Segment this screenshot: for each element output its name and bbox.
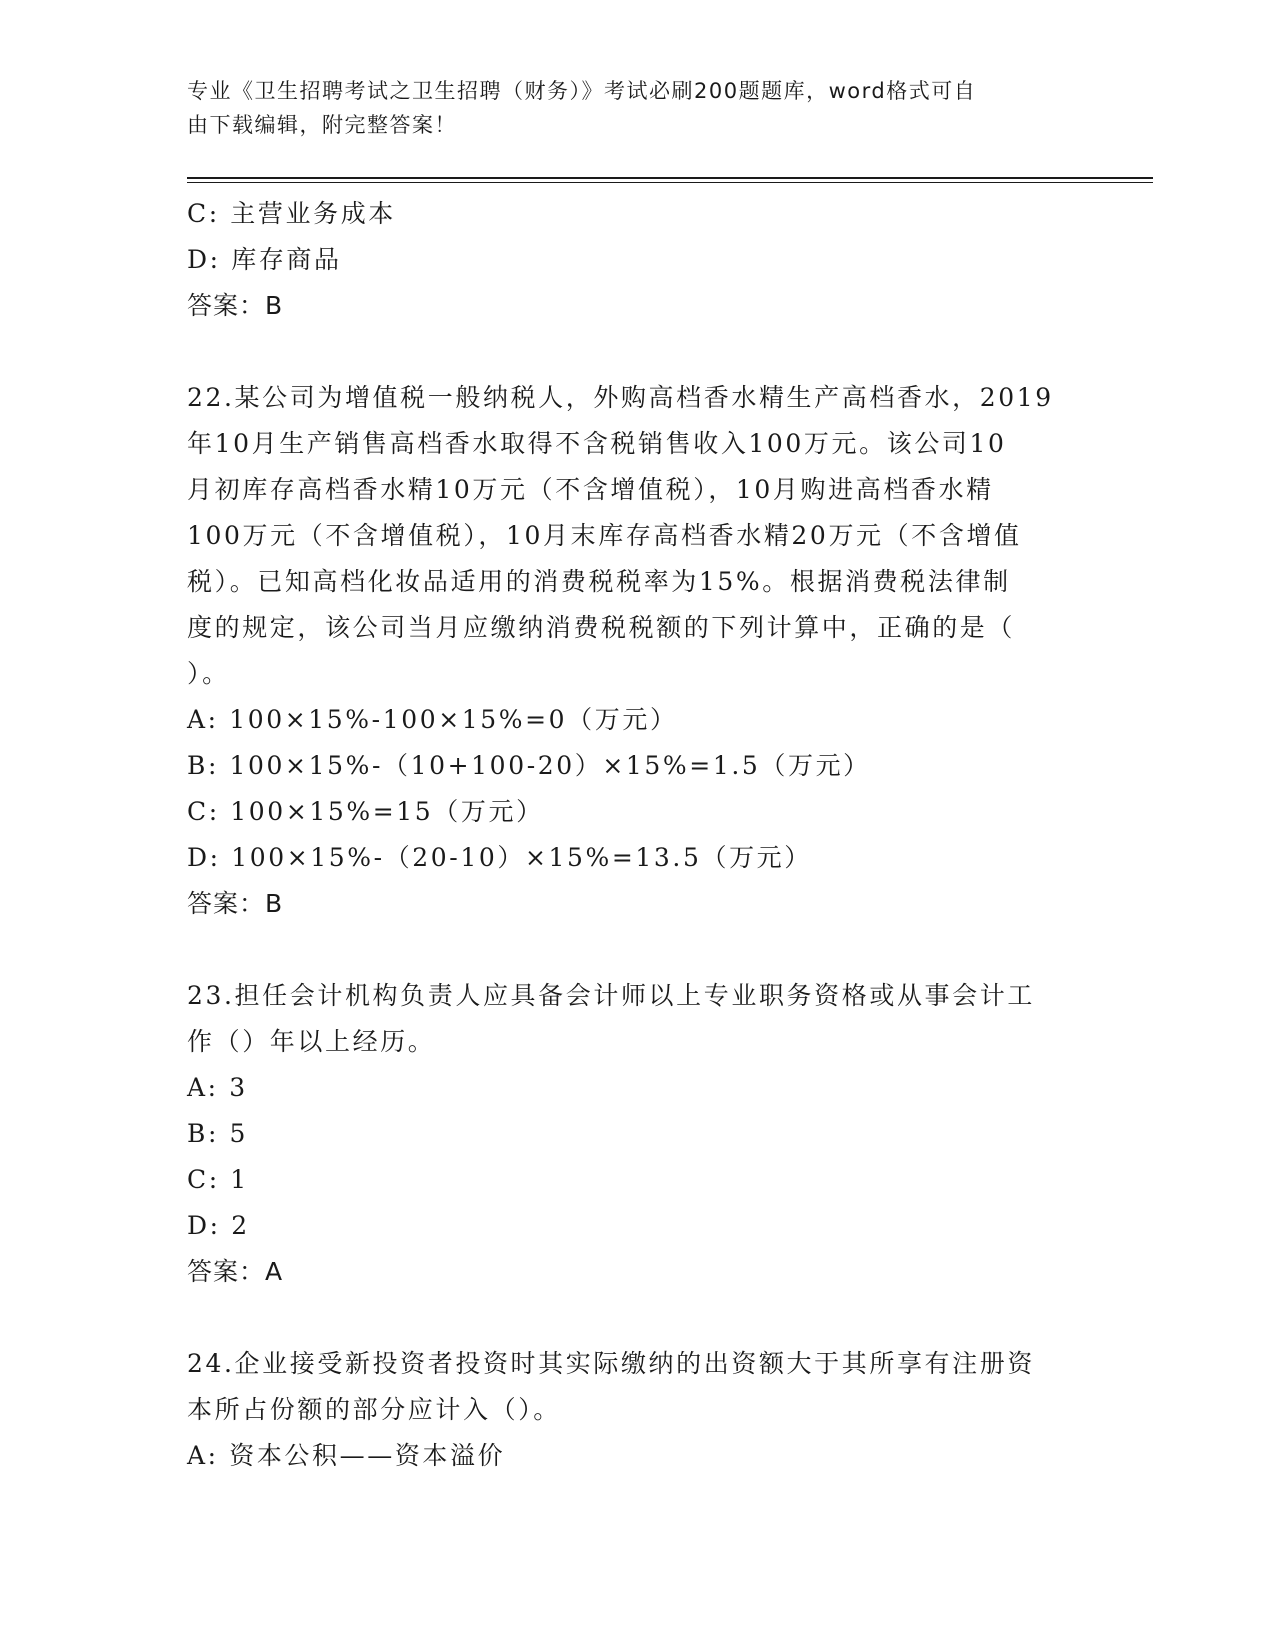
option-a: A: 资本公积——资本溢价 xyxy=(187,1441,506,1470)
question-stem-line: ）。 xyxy=(187,659,230,688)
question-22 xyxy=(187,375,1107,927)
question-stem-line: 年10月生产销售高档香水取得不含税销售收入100万元。该公司10 xyxy=(187,429,1007,458)
prev-question-tail xyxy=(187,191,1107,329)
question-23 xyxy=(187,973,1107,1295)
document-header xyxy=(187,74,1067,142)
option-a: A: 100×15%-100×15%=0（万元） xyxy=(187,705,678,734)
question-stem-line: 22.某公司为增值税一般纳税人，外购高档香水精生产高档香水，2019 xyxy=(187,383,1054,412)
question-stem-line: 税）。已知高档化妆品适用的消费税税率为15%。根据消费税法律制 xyxy=(187,567,1011,596)
option-d: D: 100×15%-（20-10）×15%=13.5（万元） xyxy=(187,843,812,872)
spacer xyxy=(187,329,1107,375)
option-d: D: 库存商品 xyxy=(187,245,342,274)
option-b: B: 5 xyxy=(187,1119,249,1148)
option-a: A: 3 xyxy=(187,1073,248,1102)
spacer xyxy=(187,1295,1107,1341)
question-stem-line: 24.企业接受新投资者投资时其实际缴纳的出资额大于其所享有注册资 xyxy=(187,1349,1035,1378)
option-c: C: 主营业务成本 xyxy=(187,199,396,228)
header-line-2: 由下载编辑，附完整答案！ xyxy=(187,113,457,137)
answer-line: 答案：B xyxy=(187,889,284,918)
question-stem-line: 100万元（不含增值税），10月末库存高档香水精20万元（不含增值 xyxy=(187,521,1022,550)
option-d: D: 2 xyxy=(187,1211,250,1240)
option-c: C: 100×15%=15（万元） xyxy=(187,797,544,826)
header-divider-thick xyxy=(187,177,1153,179)
question-stem-line: 23.担任会计机构负责人应具备会计师以上专业职务资格或从事会计工 xyxy=(187,981,1035,1010)
answer-line: 答案：A xyxy=(187,1257,284,1286)
option-b: B: 100×15%-（10+100-20）×15%=1.5（万元） xyxy=(187,751,871,780)
spacer xyxy=(187,927,1107,973)
answer-line: 答案：B xyxy=(187,291,284,320)
question-24 xyxy=(187,1341,1107,1479)
option-c: C: 1 xyxy=(187,1165,249,1194)
question-stem-line: 月初库存高档香水精10万元（不含增值税），10月购进高档香水精 xyxy=(187,475,994,504)
header-line-1: 专业《卫生招聘考试之卫生招聘（财务）》考试必刷200题题库，word格式可自 xyxy=(187,79,977,103)
question-stem-line: 度的规定，该公司当月应缴纳消费税税额的下列计算中，正确的是（ xyxy=(187,613,1016,642)
header-divider-thin xyxy=(187,182,1153,183)
question-stem-line: 本所占份额的部分应计入（）。 xyxy=(187,1395,561,1424)
question-stem-line: 作（）年以上经历。 xyxy=(187,1027,436,1056)
document-body xyxy=(187,191,1107,1479)
